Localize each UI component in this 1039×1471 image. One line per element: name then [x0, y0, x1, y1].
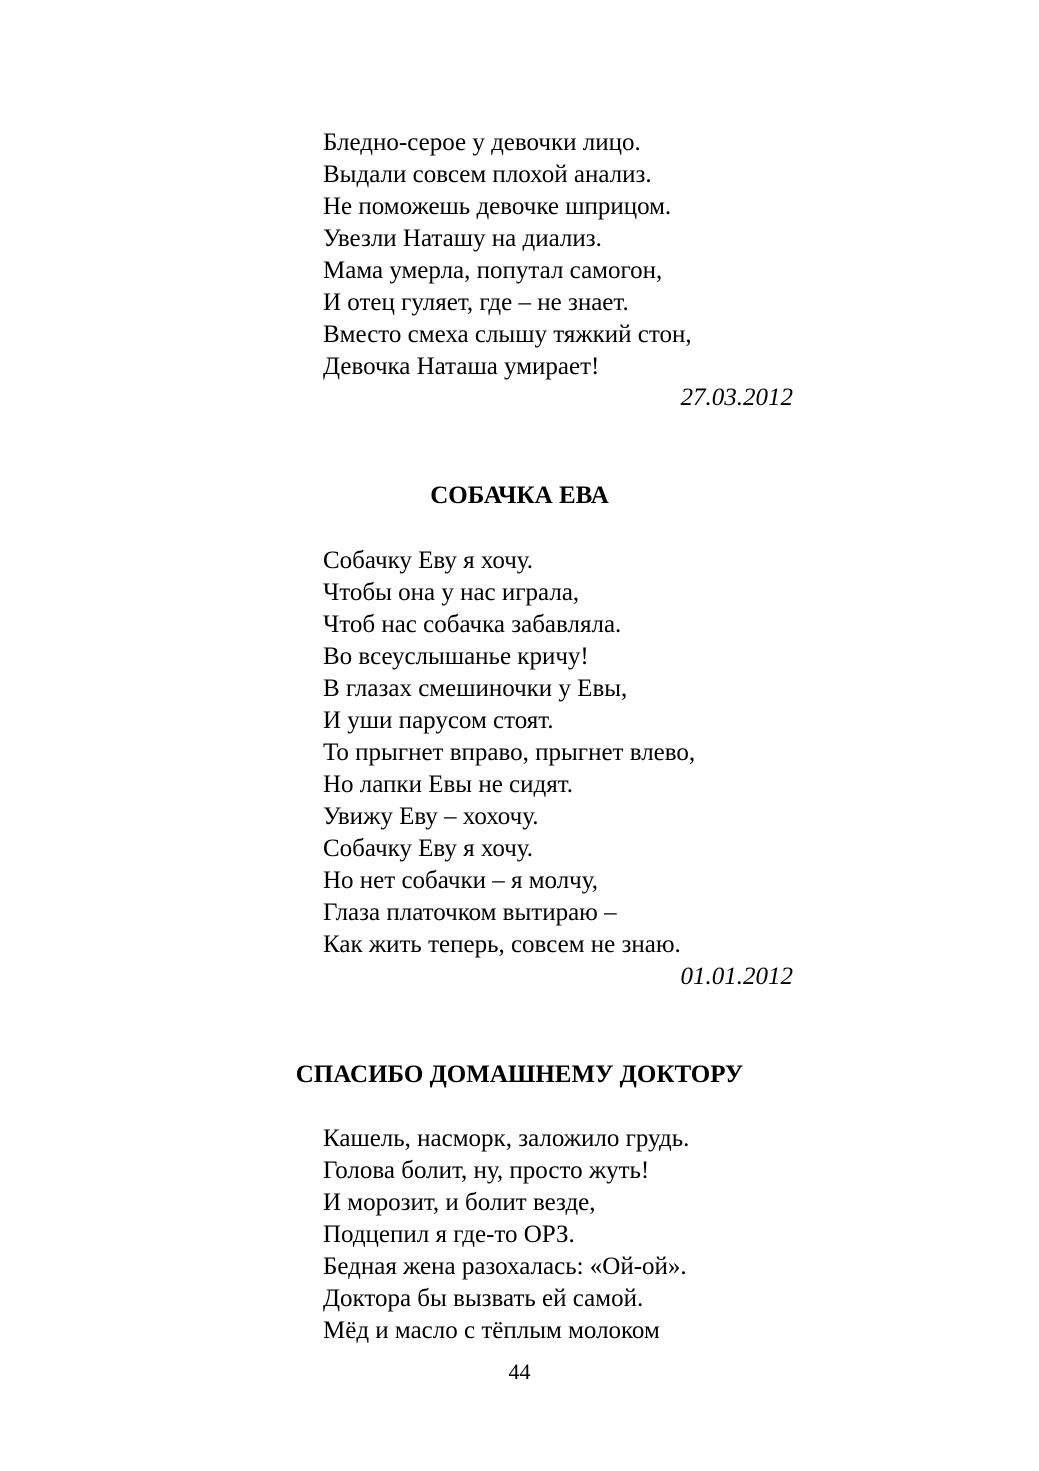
poem-2-line: В глазах смешиночки у Евы, — [323, 675, 628, 702]
poem-3-title: СПАСИБО ДОМАШНЕМУ ДОКТОРУ — [295, 1061, 744, 1088]
poem-1-line: И отец гуляет, где – не знает. — [323, 289, 629, 316]
poem-2-line: Как жить теперь, совсем не знаю. — [323, 931, 681, 958]
poem-3-line: Бедная жена разохалась: «Ой-ой». — [323, 1253, 687, 1280]
poem-3-line: Мёд и масло с тёплым молоком — [323, 1317, 660, 1344]
poem-2-line: Глаза платочком вытираю – — [323, 899, 617, 926]
poem-3-line: Доктора бы вызвать ей самой. — [323, 1285, 644, 1312]
poem-3-line: Кашель, насморк, заложило грудь. — [323, 1125, 690, 1152]
poem-2-line: Но нет собачки – я молчу, — [323, 867, 598, 894]
poem-2-line: То прыгнет вправо, прыгнет влево, — [323, 739, 696, 766]
poem-2-line: Увижу Еву – хохочу. — [323, 803, 539, 830]
poem-2-line: И уши парусом стоят. — [323, 707, 554, 734]
poem-3-line: Голова болит, ну, просто жуть! — [323, 1157, 650, 1184]
poem-3-line: И морозит, и болит везде, — [323, 1189, 596, 1216]
poem-1-line: Увезли Наташу на диализ. — [323, 225, 602, 252]
poem-1-line: Мама умерла, попутал самогон, — [323, 257, 663, 284]
poem-1-date: 27.03.2012 — [680, 384, 793, 411]
poem-2-line: Собачку Еву я хочу. — [323, 835, 534, 862]
poem-1-line: Вместо смеха слышу тяжкий стон, — [323, 321, 692, 348]
poem-1-line: Девочка Наташа умирает! — [323, 353, 600, 380]
poem-2-line: Во всеуслышанье кричу! — [323, 643, 589, 670]
page-number: 44 — [508, 1359, 531, 1384]
poem-2-line: Собачку Еву я хочу. — [323, 547, 534, 574]
poem-2-date: 01.01.2012 — [680, 963, 793, 990]
poem-2-line: Но лапки Евы не сидят. — [323, 771, 574, 798]
poem-1-line: Бледно-серое у девочки лицо. — [323, 129, 641, 156]
poem-1-line: Выдали совсем плохой анализ. — [323, 161, 652, 188]
poem-2-title: СОБАЧКА ЕВА — [430, 482, 609, 509]
poem-2-line: Чтобы она у нас играла, — [323, 579, 580, 606]
poem-1-line: Не поможешь девочке шприцом. — [323, 193, 672, 220]
poem-2-line: Чтоб нас собачка забавляла. — [323, 611, 622, 638]
poem-3-line: Подцепил я где-то ОРЗ. — [323, 1221, 575, 1248]
